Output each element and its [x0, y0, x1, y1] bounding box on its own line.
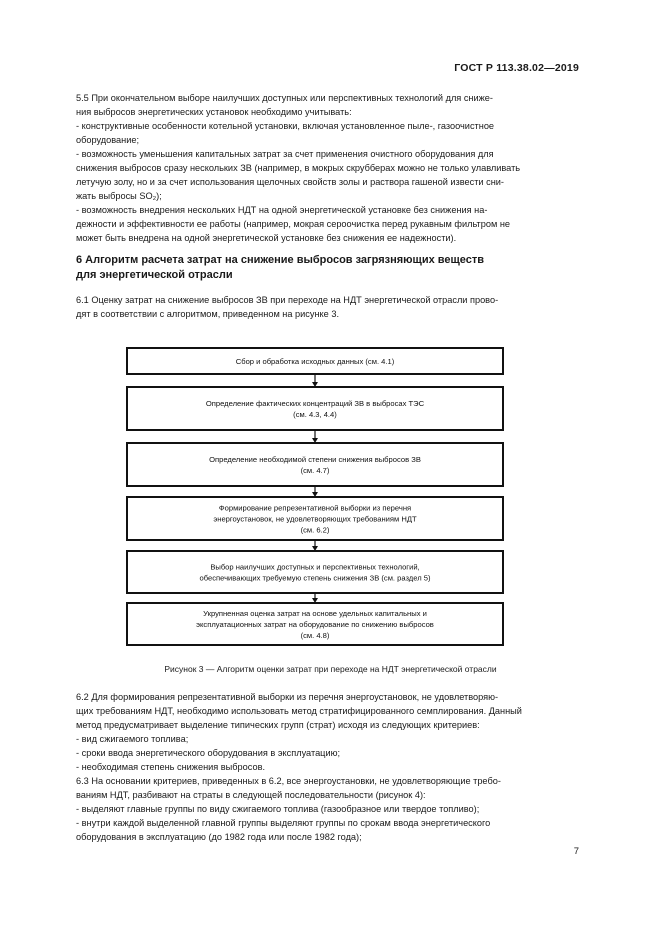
- text-line: - возможность внедрения нескольких НДТ на одной энергетической установке без снижения на-: [76, 205, 488, 215]
- flowchart-box-label: Определение необходимой степени снижения выбросов ЗВ: [209, 455, 421, 464]
- text-line: - необходимая степень снижения выбросов.: [76, 762, 266, 772]
- text-line: 6.1 Оценку затрат на снижение выбросов ЗВ при переходе на НДТ энергетической отрасли прово-: [76, 295, 499, 305]
- heading-line: для энергетической отрасли: [76, 268, 233, 281]
- flowchart-box: [127, 443, 503, 486]
- text-line: может быть внедрена на одной энергетической установке без снижения ее надежности).: [76, 233, 457, 243]
- text-line: 6.2 Для формирования репрезентативной выборки из перечня энергоустановок, не удовлетворяю-: [76, 692, 499, 702]
- flowchart-box-label: Формирование репрезентативной выборки из перечня: [218, 503, 412, 513]
- flowchart-box-label: Определение фактических концентраций ЗВ в выбросах ТЭС: [205, 399, 425, 408]
- flowchart-box: [127, 387, 503, 430]
- text-line: снижения выбросов сразу нескольких ЗВ (например, в мокрых скрубберах можно не только улавливать: [76, 163, 521, 173]
- flowchart-box-label: (см. 6.2): [300, 525, 330, 535]
- flowchart-box-label: Укрупненная оценка затрат на основе удельных капитальных и: [203, 609, 427, 618]
- text-line: дежности и эффективности ее работы (например, мокрая сероочистка перед рукавным фильтром не: [76, 219, 511, 229]
- flowchart-box-label: Сбор и обработка исходных данных (см. 4.1): [235, 357, 395, 366]
- section-6-2: [76, 690, 584, 844]
- text-line: ваниям НДТ, разбивают на страты в следующей последовательности (рисунок 4):: [76, 790, 426, 800]
- text-line: - конструктивные особенности котельной установки, включая установленное пыле-, газоочистное: [76, 121, 495, 131]
- flowchart-box-label: энергоустановок, не удовлетворяющих требованиям НДТ: [213, 514, 417, 524]
- text-line: 5.5 При окончательном выборе наилучших доступных или перспективных технологий для сниже-: [76, 93, 493, 103]
- figure-caption: Рисунок 3 — Алгоритм оценки затрат при переходе на НДТ энергетической отрасли: [164, 664, 497, 674]
- page-number: 7: [573, 846, 579, 857]
- heading-line: 6 Алгоритм расчета затрат на снижение выбросов загрязняющих веществ: [76, 254, 485, 266]
- text-line: ния выбросов энергетических установок необходимо учитывать:: [76, 107, 352, 117]
- text-line: - возможность уменьшения капитальных затрат за счет применения очистного оборудования для: [76, 149, 494, 159]
- text-line: оборудование;: [76, 135, 140, 145]
- flowchart-box-label: (см. 4.3, 4.4): [293, 410, 337, 419]
- flowchart-box-label: (см. 4.8): [300, 631, 330, 640]
- document-header: ГОСТ Р 113.38.02—2019: [454, 62, 579, 74]
- flowchart-box-label: эксплуатационных затрат на оборудование по снижению выбросов: [196, 620, 434, 629]
- text-line: - сроки ввода энергетического оборудования в эксплуатацию;: [76, 748, 341, 758]
- text-line: - внутри каждой выделенной главной группы выделяют группы по срокам ввода энергетического: [76, 818, 491, 828]
- flowchart-box-label: (см. 4.7): [300, 466, 330, 475]
- text-line: жать выбросы SO₂);: [76, 191, 162, 201]
- text-line: щих требованиям НДТ, необходимо использовать метод стратифицированного семплирования. Данный: [76, 706, 522, 716]
- text-line: оборудования в эксплуатацию (до 1982 года или после 1982 года);: [76, 832, 362, 842]
- text-line: - выделяют главные группы по виду сжигаемого топлива (газообразное или твердое топливо);: [76, 804, 480, 814]
- text-line: летучую золу, но и за счет использования щелочных свойств золы и раствора гашеной извести сни-: [76, 177, 504, 187]
- text-line: дят в соответствии с алгоритмом, приведенном на рисунке 3.: [76, 309, 339, 319]
- flowchart-box-label: обеспечивающих требуемую степень снижения ЗВ (см. раздел 5): [199, 573, 431, 583]
- flowchart-box: [127, 551, 503, 593]
- text-line: - вид сжигаемого топлива;: [76, 734, 189, 744]
- flowchart-box-label: Выбор наилучших доступных и перспективных технологий,: [210, 562, 420, 572]
- text-line: 6.3 На основании критериев, приведенных в 6.2, все энергоустановки, не удовлетворяющие требо-: [76, 776, 501, 786]
- text-line: метод предусматривает выделение типических групп (страт) исходя из следующих критериев:: [76, 720, 480, 730]
